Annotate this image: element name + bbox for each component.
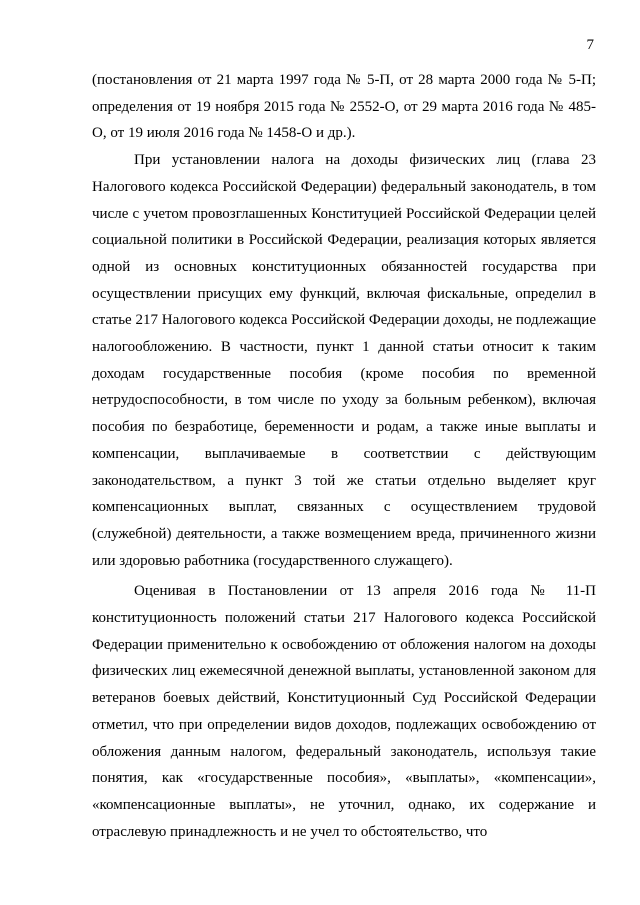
paragraph-resolution-assessment: Оценивая в Постановлении от 13 апреля 2016 года № 11-П конституционность положений статьи 217 Налогового кодекса Российской Федерации применительно к освобождению от обложения налогом на доходы физических лиц ежемесячной денежной выплаты, установленной законом для ветеранов боевых действий, Конституционный Суд Российской Федерации отметил, что при определении видов доходов, подлежащих освобождению от обложения данным налогом, федеральный законодатель, используя такие понятия, как «государственные пособия», «выплаты», «компенсации», «компенсационные выплаты», не уточнил, однако, их содержание и отраслевую принадлежность и не учел то обстоятельство, что [92, 583, 596, 840]
page-number: 7 [586, 37, 594, 53]
paragraph-citations-continued: (постановления от 21 марта 1997 года № 5-П, от 28 марта 2000 года № 5-П; определения от 19 ноября 2015 года № 2552-О, от 29 марта 2016 года № 485-О, от 19 июля 2016 года № 1458-О и др.). [92, 72, 596, 142]
document-body [92, 67, 596, 845]
paragraph-income-tax-exemptions: При установлении налога на доходы физических лиц (глава 23 Налогового кодекса Российской Федерации) федеральный законодатель, в том числе с учетом провозглашенных Конституцией Российской Федерации целей социальной политики в Российской Федерации, реализация которых является одной из основных конституционных обязанностей государства при осуществлении присущих ему функций, включая фискальные, определил в статье 217 Налогового кодекса Российской Федерации доходы, не подлежащие налогообложению. В частности, пункт 1 данной статьи относит к таким доходам государственные пособия (кроме пособия по временной нетрудоспособности, в том числе по уходу за больным ребенком), включая пособия по безработице, беременности и родам, а также иные выплаты и компенсации, выплачиваемые в соответствии с действующим законодательством, а пункт 3 той же статьи отдельно выделяет круг компенсационных выплат, связанных с осуществлением трудовой (служебной) деятельности, а также возмещением вреда, причиненного жизни или здоровью работника (государственного служащего). [92, 152, 596, 569]
